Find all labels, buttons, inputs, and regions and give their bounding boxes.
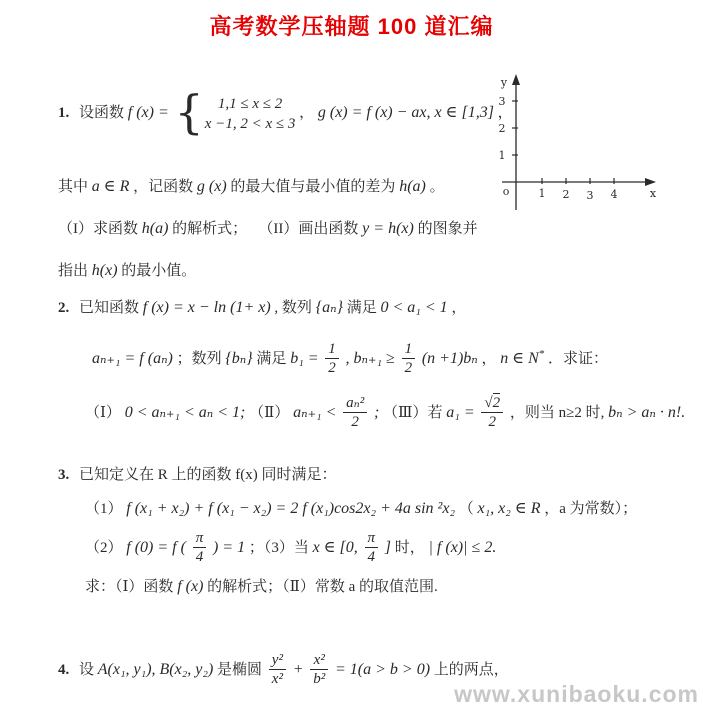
text-segment: 是椭圆 [217,662,263,678]
math-expression: 0 < aₙ₊₁ < aₙ < 1; [124,404,246,421]
problem-number: 4. [58,662,70,678]
piecewise-function [173,85,296,143]
y-tick-label: 3 [498,95,506,108]
text-segment: 上的两点， [433,662,509,678]
math-fraction [269,651,286,688]
math-expression: = 1(a > b > 0) [335,661,431,678]
page-title: 高考数学压轴题 100 道汇编 [209,14,494,39]
math-expression: g (x) [196,178,227,195]
problem-2-line-2 [58,332,692,381]
math-expression: h(x) [91,262,118,279]
sqrt-icon: √ [484,394,493,411]
text-segment: （Ⅱ） [249,405,290,421]
text-segment: ．求证： [548,351,609,367]
math-expression: (n +1)bₙ [421,350,478,367]
fraction-numerator: x² [310,651,328,670]
problem-1-line-4 [58,260,506,282]
problem-1 [58,84,513,282]
math-expression: , bₙ₊₁ ≥ [345,350,395,367]
text-segment: 的解析式； [172,221,255,237]
text-segment: ；数列 [176,351,222,367]
math-expression: 0 < a₁ < 1 [380,299,448,316]
math-expression: f (x₁ + x₂) + f (x₁ − x₂) = 2 f (x₁)cos2x₂ + 4a sin ²x₂ [126,500,455,517]
math-operator: + [292,661,304,678]
text-segment: 其中 [58,179,89,195]
math-expression: y = h(x) [362,220,414,237]
problem-2 [58,296,692,436]
text-segment: 的图象并 [417,221,478,237]
text-segment: ，则当 n≥2 时, [509,405,605,421]
math-expression: A(x₁, y₁), B(x₂, y₂) [97,661,214,678]
fraction-numerator: 1 [402,340,416,359]
fraction-denominator: 4 [367,548,376,565]
problem-3-line-1 [58,464,698,486]
watermark: www.xunibaoku.com [454,681,699,707]
fraction-denominator: 2 [404,359,413,376]
text-segment: （Ⅰ） [85,405,121,421]
y-axis-label: y [500,76,508,89]
fraction-denominator: 2 [328,359,336,376]
text-segment: 求：（Ⅰ）函数 [85,579,174,595]
math-expression: b₁ = [290,350,319,367]
problem-2-line-3 [58,390,692,436]
piecewise-case-bottom: x −1, 2 < x ≤ 3 [204,116,296,133]
text-segment: （I）求函数 [58,221,138,237]
math-expression: h(a) [141,220,169,237]
math-expression: g (x) = f (x) − ax, x ∈ [1,3] [317,104,494,121]
fraction-numerator: π [193,529,207,548]
math-expression: | f (x)| ≤ 2. [428,539,497,556]
math-expression: {bₙ} [225,350,253,367]
punctuation: ， [451,300,467,316]
punctuation: ， [497,105,513,121]
math-expression: a ∈ R [91,178,130,195]
problem-number: 1. [58,105,70,121]
fraction-denominator: b² [313,670,326,687]
problem-number: 3. [58,467,70,483]
x-axis-label: x [649,187,657,200]
text-segment: （2） [85,540,123,556]
math-expression: ; [373,404,380,421]
problem-1-line-2 [58,176,506,198]
problem-number: 2. [58,300,70,316]
punctuation: 。 [429,179,445,195]
math-expression: h(a) [399,178,426,195]
math-expression: f (x) = [127,104,169,121]
punctuation: ， [481,351,497,367]
fraction-numerator: 1 [325,340,339,359]
problem-3 [58,464,698,598]
math-expression: ) = 1 [212,539,246,556]
text-segment: ，a 为常数）； [544,501,638,517]
math-expression: ] [384,539,392,556]
math-fraction [325,340,339,377]
math-expression: bₙ > aₙ · n!. [608,404,686,421]
x-tick-label: 1 [538,187,546,200]
math-fraction [310,651,328,688]
math-fraction [193,529,207,566]
math-fraction [365,529,379,566]
fraction-denominator: 4 [195,548,204,565]
text-segment: ；（3）当 [248,540,309,556]
fraction-numerator: aₙ² [343,394,367,413]
fraction-numerator: y² [269,651,286,670]
text-segment: 指出 [58,263,89,279]
text-segment: 满足 [346,300,377,316]
text-segment: 设函数 [79,105,125,121]
fraction-numerator [481,394,503,413]
math-expression: n ∈ N [500,350,539,367]
text-segment: 设 [79,662,95,678]
math-expression: x₁, x₂ ∈ R [477,500,541,517]
x-tick-label: 3 [586,189,594,202]
x-tick-label: 4 [610,188,618,201]
math-expression: a₁ = [446,404,475,421]
y-tick-label: 2 [498,122,506,135]
text-segment: 的最大值与最小值的差为 [230,179,396,195]
piecewise-case-top: 1,1 ≤ x ≤ 2 [217,96,283,113]
fraction-denominator: 2 [351,413,359,430]
text-segment: （Ⅲ）若 [383,405,443,421]
sqrt-radicand: 2 [492,394,501,411]
text-segment: 的解析式；（Ⅱ）常数 a 的取值范围. [207,579,438,595]
fraction-denominator: x² [271,670,283,687]
x-axis-arrow-icon [645,178,656,186]
text-segment: （II）画出函数 [258,221,359,237]
superscript-star: * [538,348,545,360]
text-segment: 的最小值。 [121,263,197,279]
punctuation: ， [299,105,315,121]
problem-1-line-1 [58,84,513,142]
text-segment: （ [458,501,474,517]
text-segment: （1） [85,501,123,517]
coordinate-axes-figure [490,72,668,217]
text-segment: 已知定义在 R 上的函数 f(x) 同时满足： [79,467,337,483]
problem-3-line-3 [58,527,698,569]
y-tick-label: 1 [498,149,506,162]
problem-2-line-1 [58,296,692,320]
x-tick-label: 2 [562,188,570,201]
problem-1-line-3 [58,218,506,240]
text-segment: ，记函数 [133,179,194,195]
text-segment: 时， [394,540,425,556]
piecewise-brace: { [174,85,204,140]
math-fraction [402,340,416,377]
math-fraction [343,394,367,431]
math-fraction-sqrt [481,394,503,431]
math-expression: aₙ₊₁ = f (aₙ) [92,350,173,367]
y-axis-arrow-icon [512,74,520,85]
fraction-denominator: 2 [488,413,496,430]
problem-3-line-2 [58,496,698,522]
piecewise-cases [205,94,296,134]
math-expression: f (x) = x − ln (1+ x) [142,299,271,316]
math-expression: {aₙ} [315,299,343,316]
fraction-numerator: π [365,529,379,548]
math-expression: f (0) = f ( [126,539,186,556]
problem-3-line-4 [58,576,698,598]
origin-label: o [502,185,510,198]
text-segment: , 数列 [274,300,312,316]
math-expression: f (x) [177,578,204,595]
math-expression: x ∈ [0, [312,539,358,556]
text-segment: 已知函数 [79,300,140,316]
math-expression: aₙ₊₁ < [293,404,337,421]
text-segment: 满足 [256,351,287,367]
